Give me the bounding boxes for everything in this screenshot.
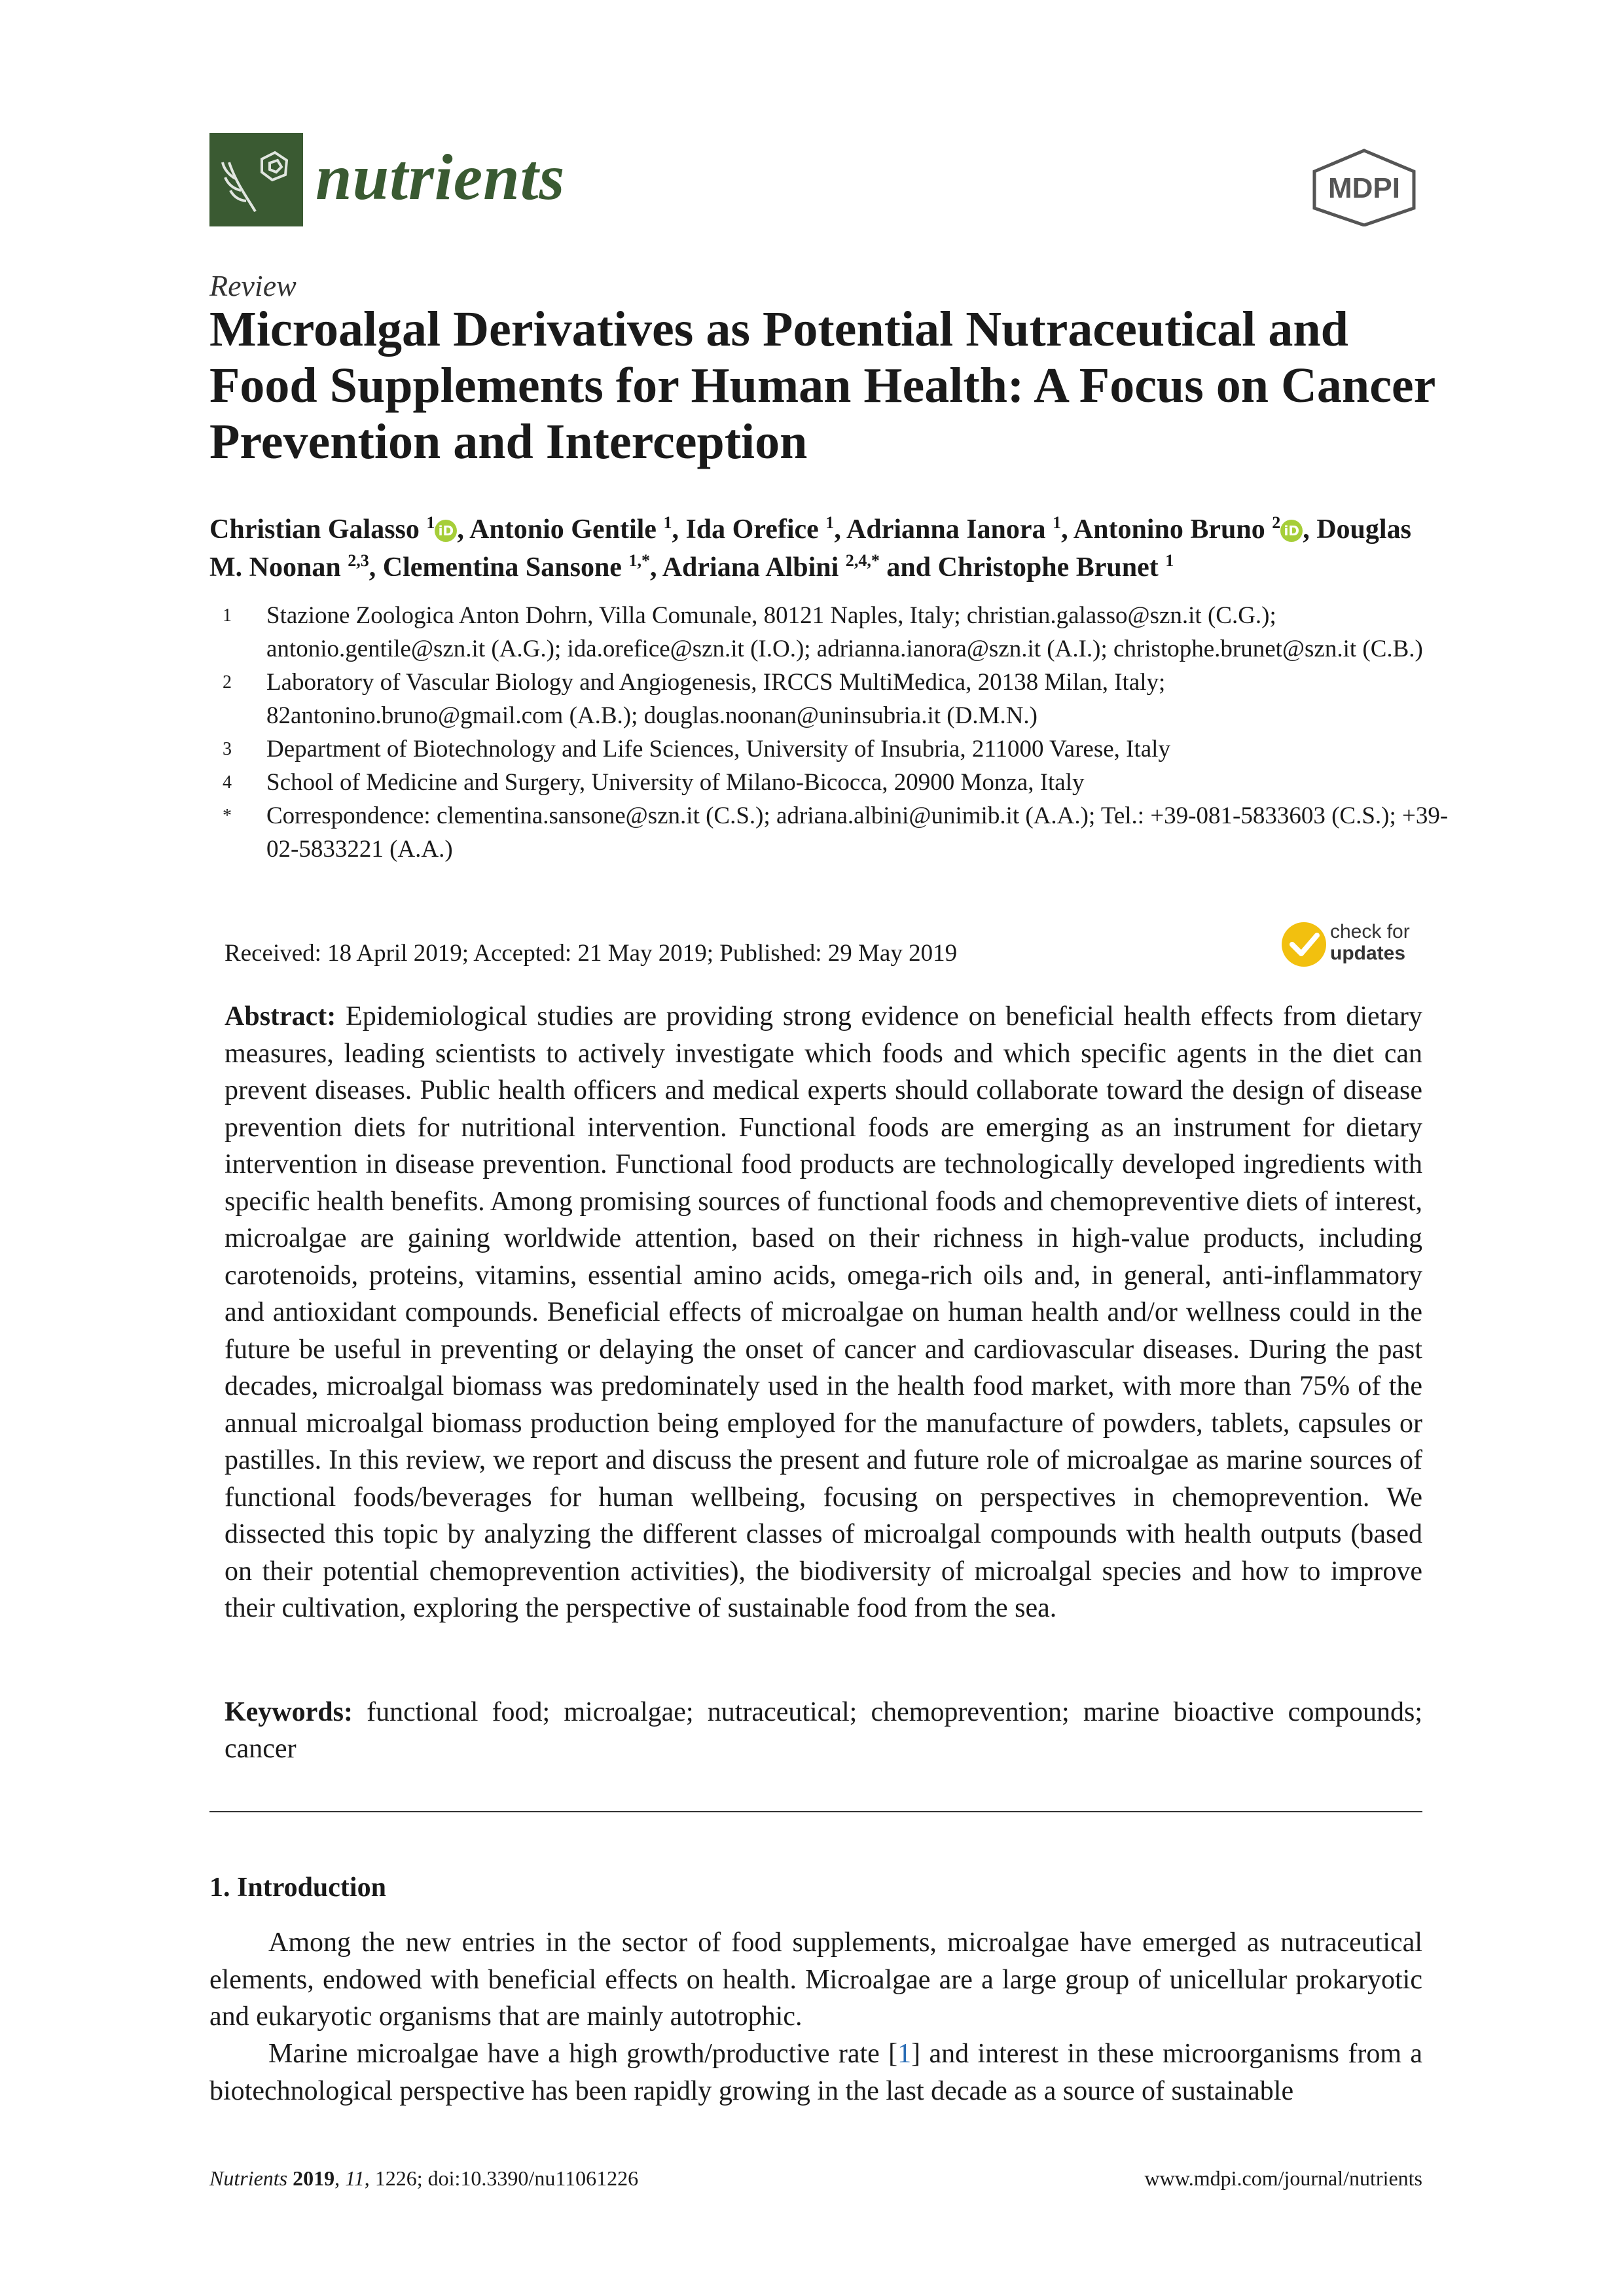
author-name: Adrianna Ianora (846, 514, 1046, 545)
footer-volume: 11 (345, 2166, 365, 2190)
check-updates-icon (1279, 918, 1331, 971)
intro-paragraph-1: Among the new entries in the sector of food supplements, microalgae have emerged as nutraceutical elements, endowed with beneficial effects on health. Microalgae are a large group of unicellular prokaryotic and eukaryotic organisms that are mainly autotrophic. (209, 1928, 1422, 2032)
paper-title: Microalgal Derivatives as Potential Nutraceutical and Food Supplements for Human Health: A Focus on Cancer Prevention and Interception (209, 302, 1435, 469)
abstract (225, 998, 1422, 1627)
article-type: Review (209, 269, 297, 302)
keywords-text: functional food; microalgae; nutraceutical; chemoprevention; marine bioactive compounds; cancer (225, 1697, 1422, 1764)
affiliation-text: Laboratory of Vascular Biology and Angiogenesis, IRCCS MultiMedica, 20138 Milan, Italy; 82antonino.bruno@gmail.com (A.B.); douglas.noonan@uninsubria.it (D.M.N.) (266, 669, 1166, 729)
author-name: Ida Orefice (685, 514, 819, 545)
journal-logo-icon (209, 133, 303, 226)
affiliation-text: School of Medicine and Surgery, University of Milano-Bicocca, 20900 Monza, Italy (266, 769, 1085, 796)
author-affiliation-mark: 2,4,* (845, 551, 880, 570)
orcid-icon[interactable]: iD (1280, 520, 1303, 542)
footer-doi: , 1226; doi:10.3390/nu11061226 (364, 2166, 639, 2190)
abstract-label: Abstract: (225, 1001, 336, 1031)
author-separator: , (834, 514, 846, 545)
check-updates-line2: updates (1330, 942, 1406, 964)
affiliation-mark: * (223, 806, 232, 826)
author-affiliation-mark: 1,* (628, 551, 650, 570)
affiliation-text: Correspondence: clementina.sansone@szn.it (C.S.); adriana.albini@unimib.it (A.A.); Tel.: +39-081-5833603 (C.S.); +39-02-5833221 (A.A.) (266, 802, 1449, 863)
affiliation-text: Department of Biotechnology and Life Sciences, University of Insubria, 211000 Varese, Italy (266, 736, 1170, 762)
author-name: Clementina Sansone (382, 552, 622, 583)
affiliation-item (223, 799, 1453, 866)
footer-journal: Nutrients (209, 2166, 288, 2190)
affiliation-mark: 1 (223, 605, 232, 626)
publication-dates: Received: 18 April 2019; Accepted: 21 May 2019; Published: 29 May 2019 (225, 940, 958, 967)
author-name: Christian Galasso (209, 514, 420, 545)
keywords (225, 1694, 1422, 1767)
affiliation-item (223, 766, 1453, 799)
author (846, 514, 1074, 545)
intro-paragraph-2 (209, 2036, 1422, 2109)
author-separator: , (369, 552, 383, 583)
author-affiliation-mark: 2,3 (348, 551, 369, 570)
affiliation-item (223, 599, 1453, 666)
author (383, 552, 662, 583)
footer-citation: Nutrients 2019, 11, 1226; doi:10.3390/nu11061226 (209, 2166, 639, 2190)
affiliation-mark: 3 (223, 739, 232, 759)
author-affiliation-mark: 1 (663, 513, 672, 532)
mdpi-logo-text: MDPI (1328, 172, 1400, 204)
section-heading: 1. Introduction (209, 1873, 386, 1903)
check-updates-line1: check for (1330, 921, 1410, 942)
author (469, 514, 685, 545)
intro-paragraph-2-end: ] and interest in these microorganisms from a biotechnological perspective has been rapidly growing in the last decade as a source of sustainable (209, 2039, 1422, 2106)
author-name: Antonino Bruno (1073, 514, 1265, 545)
section-divider (209, 1811, 1422, 1812)
abstract-text: Epidemiological studies are providing strong evidence on beneficial health effects from dietary measures, leading scientists to actively investigate which foods and which specific agents in the diet can prevent diseases. Public health officers and medical experts should collaborate toward the design of disease prevention diets for nutritional intervention. Functional foods are emerging as an instrument for dietary intervention in disease prevention. Functional food products are technologically developed ingredients with specific health benefits. Among promising sources of functional foods and chemopreventive diets of interest, microalgae are gaining worldwide attention, based on their richness in high-value products, including carotenoids, proteins, vitamins, essential amino acids, omega-rich oils and, in general, anti-inflammatory and antioxidant compounds. Beneficial effects of microalgae on human health and/or wellness could in the future be useful in preventing or delaying the onset of cancer and cardiovascular diseases. During the past decades, microalgal biomass was predominately used in the health food market, with more than 75% of the annual microalgal biomass production being employed for the manufacture of powders, tablets, capsules or pastilles. In this review, we report and discuss the present and future role of microalgae as marine sources of functional foods/beverages for human wellbeing, focusing on perspectives in chemoprevention. We dissected this topic by analyzing the different classes of microalgal compounds with health outputs (based on their potential chemoprevention activities), the biodiversity of microalgal species and how to improve their cultivation, exploring the perspective of sustainable food from the sea. (225, 1001, 1423, 1623)
author-separator: , (1061, 514, 1074, 545)
intro-paragraph-2-start: Marine microalgae have a high growth/productive rate [ (268, 2039, 898, 2069)
author-affiliation-mark: 1 (1053, 513, 1062, 532)
author (662, 552, 938, 583)
author-name: Christophe Brunet (937, 552, 1159, 583)
footer-year: 2019 (293, 2166, 335, 2190)
citation-link[interactable]: 1 (897, 2039, 912, 2069)
footer-url-link[interactable]: www.mdpi.com/journal/nutrients (1144, 2166, 1422, 2190)
author-separator: and (879, 552, 938, 583)
author (209, 514, 469, 545)
author-affiliation-mark: 1 (1165, 551, 1174, 570)
author-affiliation-mark: 1 (825, 513, 835, 532)
affiliation-mark: 2 (223, 672, 232, 692)
author-name: Antonio Gentile (469, 514, 657, 545)
author (685, 514, 846, 545)
mdpi-logo-icon (1305, 148, 1423, 226)
author (938, 552, 1174, 583)
affiliations (223, 599, 1453, 866)
author-list (209, 511, 1440, 586)
journal-name: nutrients (316, 141, 566, 213)
author-separator: , (672, 514, 686, 545)
author-name: Douglas M. Noonan (209, 514, 1411, 583)
author-separator: , (457, 514, 470, 545)
affiliation-item (223, 666, 1453, 732)
affiliation-mark: 4 (223, 772, 232, 793)
author-affiliation-mark: 1 (426, 513, 435, 532)
keywords-label: Keywords: (225, 1697, 353, 1727)
author-separator: , (1303, 514, 1317, 545)
orcid-icon[interactable]: iD (435, 520, 457, 542)
affiliation-item (223, 732, 1453, 766)
author (1074, 514, 1316, 545)
author-name: Adriana Albini (662, 552, 839, 583)
affiliation-text: Stazione Zoologica Anton Dohrn, Villa Comunale, 80121 Naples, Italy; christian.galasso@szn.it (C.G.); antonio.gentile@szn.it (A.G.); ida.orefice@szn.it (I.O.); adrianna.ianora@szn.it (A.I.); christophe.brunet@szn.it (C.B.) (266, 602, 1423, 662)
author-affiliation-mark: 2 (1272, 513, 1281, 532)
author-separator: , (650, 552, 662, 583)
